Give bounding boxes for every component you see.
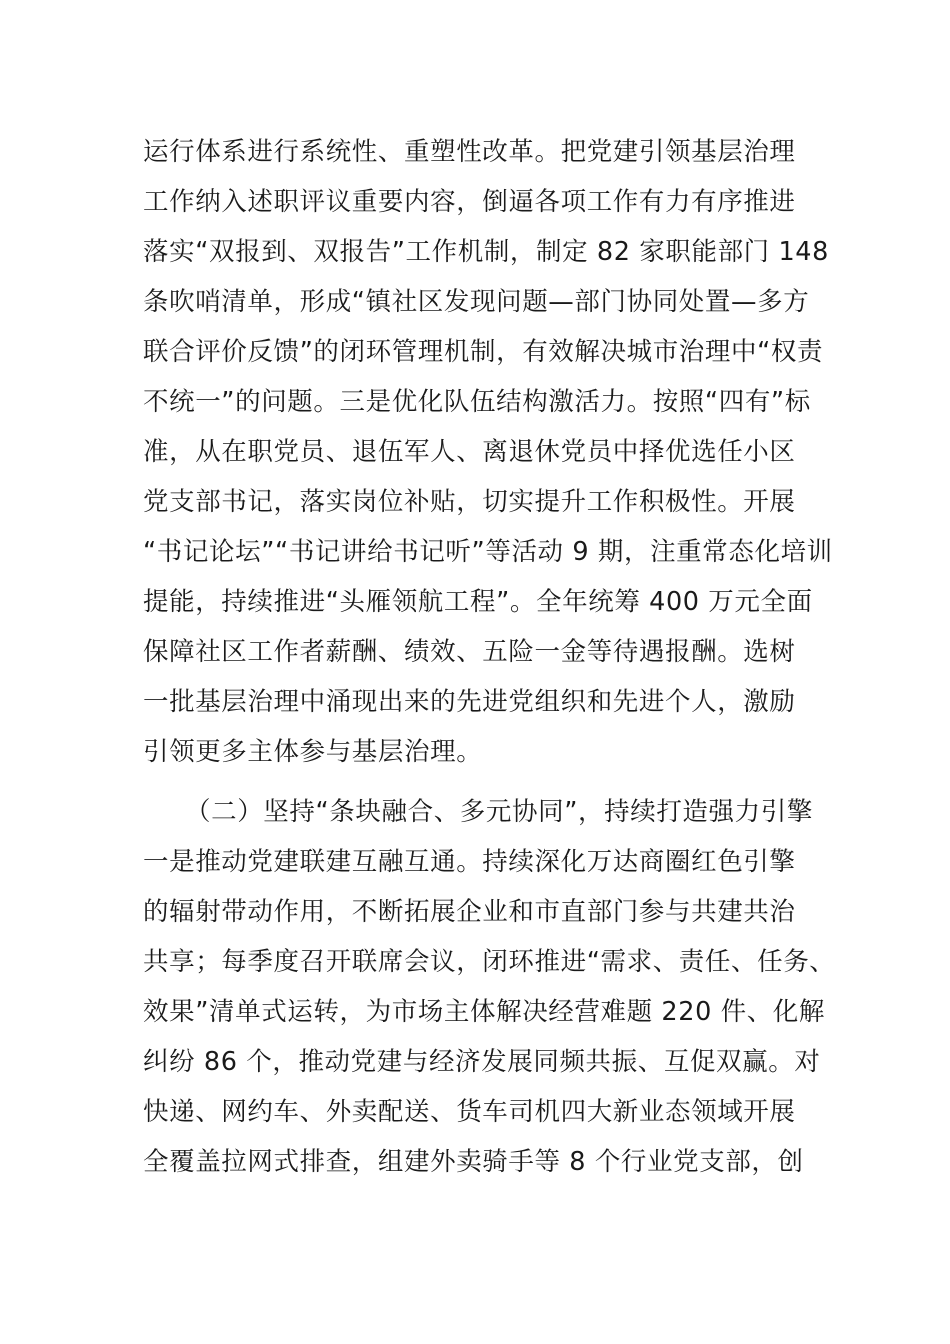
section-heading-line: （二）坚持“条块融合、多元协同”，持续打造强力引擎 <box>185 797 813 827</box>
text-line: 效果”清单式运转，为市场主体解决经营难题 220 件、化解 <box>143 997 825 1027</box>
text-line: 的辐射带动作用，不断拓展企业和市直部门参与共建共治 <box>143 897 796 927</box>
text-line: 提能，持续推进“头雁领航工程”。全年统筹 400 万元全面 <box>143 587 813 617</box>
text-line: 一批基层治理中涌现出来的先进党组织和先进个人，激励 <box>143 687 796 717</box>
text-line: 一是推动党建联建互融互通。持续深化万达商圈红色引擎 <box>143 847 796 877</box>
paragraph-2 <box>143 787 836 1187</box>
text-line: 纠纷 86 个，推动党建与经济发展同频共振、互促双赢。对 <box>143 1047 821 1077</box>
text-line: 引领更多主体参与基层治理。 <box>143 737 483 767</box>
text-line: 准，从在职党员、退伍军人、离退休党员中择优选任小区 <box>143 437 796 467</box>
text-line: “书记论坛”“书记讲给书记听”等活动 9 期，注重常态化培训 <box>143 537 833 567</box>
text-line: 共享；每季度召开联席会议，闭环推进“需求、责任、任务、 <box>143 947 836 977</box>
text-line: 工作纳入述职评议重要内容，倒逼各项工作有力有序推进 <box>143 187 796 217</box>
text-line: 运行体系进行系统性、重塑性改革。把党建引领基层治理 <box>143 137 796 167</box>
paragraph-1 <box>143 127 833 777</box>
paragraph-spacer <box>143 777 823 787</box>
text-line: 快递、网约车、外卖配送、货车司机四大新业态领域开展 <box>143 1097 796 1127</box>
document-body <box>143 127 836 1187</box>
text-line: 全覆盖拉网式排查，组建外卖骑手等 8 个行业党支部，创 <box>143 1147 804 1177</box>
text-line: 不统一”的问题。三是优化队伍结构激活力。按照“四有”标 <box>143 387 811 417</box>
text-line: 党支部书记，落实岗位补贴，切实提升工作积极性。开展 <box>143 487 796 517</box>
text-line: 落实“双报到、双报告”工作机制，制定 82 家职能部门 148 <box>143 237 829 267</box>
text-line: 联合评价反馈”的闭环管理机制，有效解决城市治理中“权责 <box>143 337 824 367</box>
text-line: 条吹哨清单，形成“镇社区发现问题—部门协同处置—多方 <box>143 287 810 317</box>
text-line: 保障社区工作者薪酬、绩效、五险一金等待遇报酬。选树 <box>143 637 796 667</box>
